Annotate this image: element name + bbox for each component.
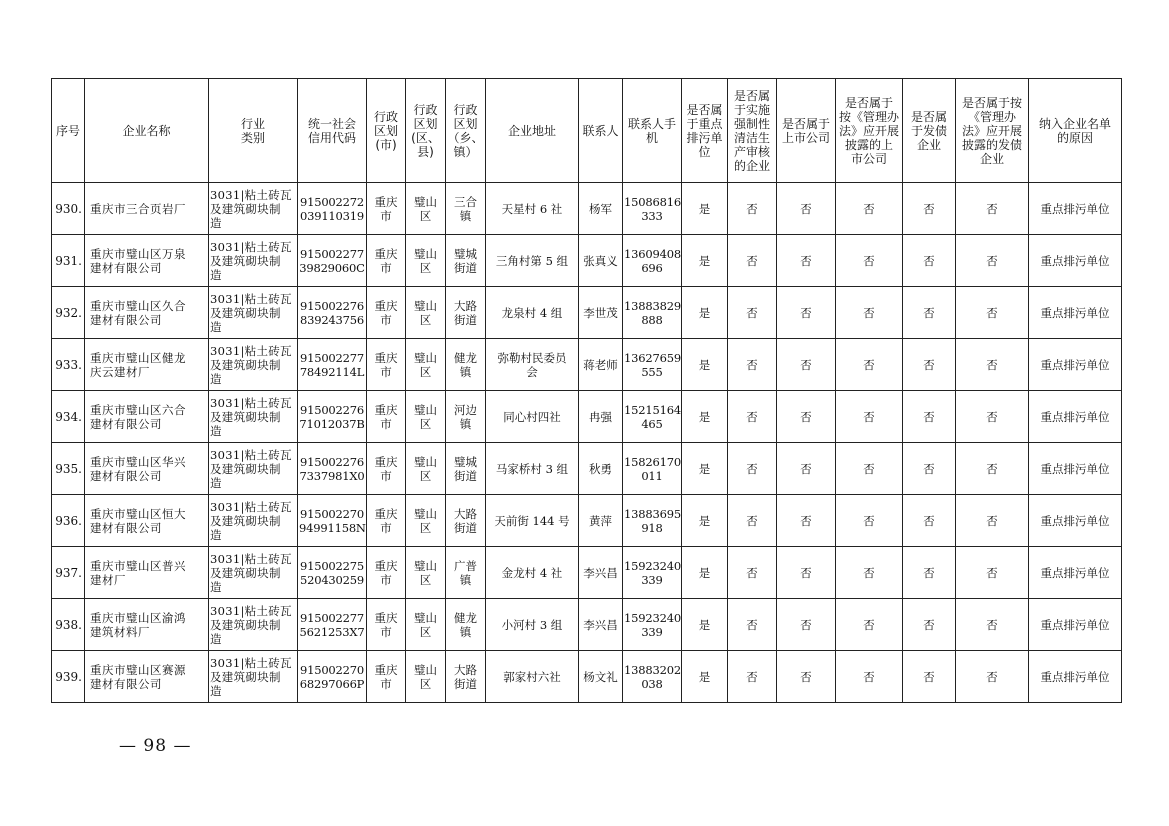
cell-seq: 932. (52, 287, 85, 339)
cell-key-pollutant: 是 (682, 339, 728, 391)
cell-clean-audit: 否 (728, 547, 777, 599)
header-code: 统一社会 信用代码 (298, 79, 367, 183)
cell-reason: 重点排污单位 (1029, 287, 1122, 339)
cell-listed-disclose: 否 (836, 183, 903, 235)
cell-industry: 3031|粘土砖瓦 及建筑砌块制 造 (209, 547, 298, 599)
cell-district: 璧山 区 (406, 235, 446, 287)
cell-listed: 否 (777, 547, 836, 599)
cell-bond: 否 (903, 391, 956, 443)
cell-contact: 杨军 (579, 183, 623, 235)
cell-key-pollutant: 是 (682, 235, 728, 287)
cell-contact: 杨文礼 (579, 651, 623, 703)
cell-contact: 李兴昌 (579, 599, 623, 651)
cell-phone: 13883695 918 (623, 495, 682, 547)
cell-bond-disclose: 否 (956, 183, 1029, 235)
cell-contact: 黄萍 (579, 495, 623, 547)
cell-listed: 否 (777, 495, 836, 547)
cell-code: 915002276 839243756 (298, 287, 367, 339)
cell-bond: 否 (903, 443, 956, 495)
cell-bond: 否 (903, 235, 956, 287)
cell-clean-audit: 否 (728, 651, 777, 703)
cell-address: 龙泉村 4 组 (486, 287, 579, 339)
cell-bond-disclose: 否 (956, 339, 1029, 391)
cell-listed: 否 (777, 443, 836, 495)
cell-name: 重庆市璧山区普兴 建材厂 (85, 547, 209, 599)
table-row (52, 443, 1122, 495)
cell-district: 璧山 区 (406, 443, 446, 495)
cell-clean-audit: 否 (728, 183, 777, 235)
cell-code: 915002277 78492114L (298, 339, 367, 391)
cell-phone: 13627659 555 (623, 339, 682, 391)
cell-district: 璧山 区 (406, 183, 446, 235)
table-body (52, 183, 1122, 703)
cell-name: 重庆市璧山区六合 建材有限公司 (85, 391, 209, 443)
cell-name: 重庆市三合页岩厂 (85, 183, 209, 235)
cell-bond-disclose: 否 (956, 235, 1029, 287)
cell-city: 重庆 市 (367, 235, 406, 287)
cell-town: 广普 镇 (446, 547, 486, 599)
cell-clean-audit: 否 (728, 235, 777, 287)
cell-city: 重庆 市 (367, 495, 406, 547)
cell-seq: 939. (52, 651, 85, 703)
cell-bond-disclose: 否 (956, 495, 1029, 547)
cell-town: 健龙 镇 (446, 339, 486, 391)
cell-phone: 15215164 465 (623, 391, 682, 443)
header-bond-disclose: 是否属于按 《管理办 法》应开展 披露的发债 企业 (956, 79, 1029, 183)
cell-city: 重庆 市 (367, 339, 406, 391)
cell-seq: 933. (52, 339, 85, 391)
cell-name: 重庆市璧山区华兴 建材有限公司 (85, 443, 209, 495)
cell-seq: 930. (52, 183, 85, 235)
cell-key-pollutant: 是 (682, 547, 728, 599)
cell-listed-disclose: 否 (836, 495, 903, 547)
cell-listed: 否 (777, 391, 836, 443)
header-contact: 联系人 (579, 79, 623, 183)
cell-town: 三合 镇 (446, 183, 486, 235)
cell-address: 天星村 6 社 (486, 183, 579, 235)
cell-bond-disclose: 否 (956, 287, 1029, 339)
cell-bond: 否 (903, 547, 956, 599)
table-row (52, 651, 1122, 703)
header-town: 行政 区划 （乡、 镇） (446, 79, 486, 183)
table-row (52, 183, 1122, 235)
header-listed: 是否属于 上市公司 (777, 79, 836, 183)
cell-name: 重庆市璧山区渝鸿 建筑材料厂 (85, 599, 209, 651)
header-name: 企业名称 (85, 79, 209, 183)
cell-name: 重庆市璧山区久合 建材有限公司 (85, 287, 209, 339)
cell-address: 小河村 3 组 (486, 599, 579, 651)
cell-city: 重庆 市 (367, 651, 406, 703)
cell-listed: 否 (777, 651, 836, 703)
table-header-row (52, 79, 1122, 183)
cell-reason: 重点排污单位 (1029, 651, 1122, 703)
cell-name: 重庆市璧山区健龙 庆云建材厂 (85, 339, 209, 391)
cell-industry: 3031|粘土砖瓦 及建筑砌块制 造 (209, 235, 298, 287)
cell-code: 915002277 5621253X7 (298, 599, 367, 651)
cell-seq: 934. (52, 391, 85, 443)
cell-seq: 938. (52, 599, 85, 651)
cell-phone: 13883202 038 (623, 651, 682, 703)
cell-district: 璧山 区 (406, 495, 446, 547)
cell-key-pollutant: 是 (682, 391, 728, 443)
cell-clean-audit: 否 (728, 339, 777, 391)
cell-listed-disclose: 否 (836, 651, 903, 703)
cell-town: 大路 街道 (446, 287, 486, 339)
cell-district: 璧山 区 (406, 547, 446, 599)
cell-city: 重庆 市 (367, 391, 406, 443)
cell-listed-disclose: 否 (836, 235, 903, 287)
cell-city: 重庆 市 (367, 183, 406, 235)
cell-key-pollutant: 是 (682, 599, 728, 651)
cell-listed-disclose: 否 (836, 287, 903, 339)
header-industry: 行业 类别 (209, 79, 298, 183)
cell-industry: 3031|粘土砖瓦 及建筑砌块制 造 (209, 599, 298, 651)
cell-town: 大路 街道 (446, 651, 486, 703)
cell-clean-audit: 否 (728, 495, 777, 547)
cell-key-pollutant: 是 (682, 495, 728, 547)
table-row (52, 339, 1122, 391)
cell-clean-audit: 否 (728, 599, 777, 651)
cell-key-pollutant: 是 (682, 183, 728, 235)
cell-listed: 否 (777, 287, 836, 339)
cell-industry: 3031|粘土砖瓦 及建筑砌块制 造 (209, 287, 298, 339)
cell-code: 915002270 68297066P (298, 651, 367, 703)
cell-code: 915002277 39829060C (298, 235, 367, 287)
table-row (52, 547, 1122, 599)
header-phone: 联系人手 机 (623, 79, 682, 183)
cell-district: 璧山 区 (406, 651, 446, 703)
cell-town: 河边 镇 (446, 391, 486, 443)
cell-name: 重庆市璧山区赛源 建材有限公司 (85, 651, 209, 703)
cell-contact: 冉强 (579, 391, 623, 443)
cell-district: 璧山 区 (406, 287, 446, 339)
cell-listed-disclose: 否 (836, 391, 903, 443)
cell-district: 璧山 区 (406, 339, 446, 391)
cell-key-pollutant: 是 (682, 651, 728, 703)
cell-address: 金龙村 4 社 (486, 547, 579, 599)
cell-city: 重庆 市 (367, 443, 406, 495)
cell-phone: 13609408 696 (623, 235, 682, 287)
table-row (52, 391, 1122, 443)
cell-key-pollutant: 是 (682, 287, 728, 339)
cell-listed: 否 (777, 183, 836, 235)
cell-town: 璧城 街道 (446, 443, 486, 495)
cell-clean-audit: 否 (728, 443, 777, 495)
cell-phone: 15923240 339 (623, 599, 682, 651)
cell-industry: 3031|粘土砖瓦 及建筑砌块制 造 (209, 495, 298, 547)
cell-name: 重庆市璧山区恒大 建材有限公司 (85, 495, 209, 547)
page-number: — 98 — (119, 736, 192, 756)
header-seq: 序号 (52, 79, 85, 183)
cell-clean-audit: 否 (728, 287, 777, 339)
cell-bond-disclose: 否 (956, 599, 1029, 651)
header-key-pollutant: 是否属 于重点 排污单 位 (682, 79, 728, 183)
cell-code: 915002276 7337981X0 (298, 443, 367, 495)
cell-district: 璧山 区 (406, 391, 446, 443)
cell-industry: 3031|粘土砖瓦 及建筑砌块制 造 (209, 391, 298, 443)
header-district: 行政 区划 (区、 县) (406, 79, 446, 183)
cell-address: 马家桥村 3 组 (486, 443, 579, 495)
cell-phone: 15923240 339 (623, 547, 682, 599)
cell-listed: 否 (777, 339, 836, 391)
cell-seq: 937. (52, 547, 85, 599)
cell-bond-disclose: 否 (956, 651, 1029, 703)
cell-contact: 秋勇 (579, 443, 623, 495)
table-row (52, 599, 1122, 651)
header-clean-audit: 是否属 于实施 强制性 清洁生 产审核 的企业 (728, 79, 777, 183)
cell-contact: 张真义 (579, 235, 623, 287)
cell-code: 915002276 71012037B (298, 391, 367, 443)
cell-town: 健龙 镇 (446, 599, 486, 651)
cell-town: 璧城 街道 (446, 235, 486, 287)
header-bond: 是否属 于发债 企业 (903, 79, 956, 183)
cell-city: 重庆 市 (367, 599, 406, 651)
cell-contact: 李世茂 (579, 287, 623, 339)
cell-reason: 重点排污单位 (1029, 183, 1122, 235)
cell-reason: 重点排污单位 (1029, 235, 1122, 287)
cell-address: 同心村四社 (486, 391, 579, 443)
cell-name: 重庆市璧山区万泉 建材有限公司 (85, 235, 209, 287)
table-row (52, 287, 1122, 339)
cell-key-pollutant: 是 (682, 443, 728, 495)
cell-seq: 931. (52, 235, 85, 287)
cell-district: 璧山 区 (406, 599, 446, 651)
cell-city: 重庆 市 (367, 547, 406, 599)
cell-phone: 13883829 888 (623, 287, 682, 339)
header-city: 行政 区划 (市) (367, 79, 406, 183)
cell-bond: 否 (903, 599, 956, 651)
table-row (52, 495, 1122, 547)
cell-seq: 935. (52, 443, 85, 495)
cell-reason: 重点排污单位 (1029, 599, 1122, 651)
cell-industry: 3031|粘土砖瓦 及建筑砌块制 造 (209, 183, 298, 235)
cell-code: 915002270 94991158N (298, 495, 367, 547)
cell-listed-disclose: 否 (836, 599, 903, 651)
cell-seq: 936. (52, 495, 85, 547)
cell-listed: 否 (777, 599, 836, 651)
enterprise-list-table (51, 78, 1122, 703)
cell-bond: 否 (903, 339, 956, 391)
cell-clean-audit: 否 (728, 391, 777, 443)
cell-city: 重庆 市 (367, 287, 406, 339)
cell-code: 915002275 520430259 (298, 547, 367, 599)
cell-industry: 3031|粘土砖瓦 及建筑砌块制 造 (209, 339, 298, 391)
cell-address: 三角村第 5 组 (486, 235, 579, 287)
table-row (52, 235, 1122, 287)
cell-listed-disclose: 否 (836, 547, 903, 599)
cell-phone: 15826170 011 (623, 443, 682, 495)
cell-listed: 否 (777, 235, 836, 287)
cell-town: 大路 街道 (446, 495, 486, 547)
cell-bond-disclose: 否 (956, 391, 1029, 443)
cell-bond: 否 (903, 287, 956, 339)
cell-bond-disclose: 否 (956, 547, 1029, 599)
header-address: 企业地址 (486, 79, 579, 183)
cell-address: 郭家村六社 (486, 651, 579, 703)
cell-bond: 否 (903, 651, 956, 703)
cell-reason: 重点排污单位 (1029, 495, 1122, 547)
cell-industry: 3031|粘土砖瓦 及建筑砌块制 造 (209, 651, 298, 703)
header-reason: 纳入企业名单 的原因 (1029, 79, 1122, 183)
cell-reason: 重点排污单位 (1029, 443, 1122, 495)
cell-listed-disclose: 否 (836, 443, 903, 495)
cell-bond: 否 (903, 495, 956, 547)
cell-reason: 重点排污单位 (1029, 391, 1122, 443)
cell-code: 915002272 039110319 (298, 183, 367, 235)
cell-address: 弥勒村民委员 会 (486, 339, 579, 391)
cell-contact: 李兴昌 (579, 547, 623, 599)
cell-phone: 15086816 333 (623, 183, 682, 235)
cell-address: 天前街 144 号 (486, 495, 579, 547)
cell-bond-disclose: 否 (956, 443, 1029, 495)
header-listed-disclose: 是否属于 按《管理办 法》应开展 披露的上 市公司 (836, 79, 903, 183)
cell-listed-disclose: 否 (836, 339, 903, 391)
cell-industry: 3031|粘土砖瓦 及建筑砌块制 造 (209, 443, 298, 495)
cell-bond: 否 (903, 183, 956, 235)
cell-contact: 蒋老师 (579, 339, 623, 391)
cell-reason: 重点排污单位 (1029, 339, 1122, 391)
cell-reason: 重点排污单位 (1029, 547, 1122, 599)
